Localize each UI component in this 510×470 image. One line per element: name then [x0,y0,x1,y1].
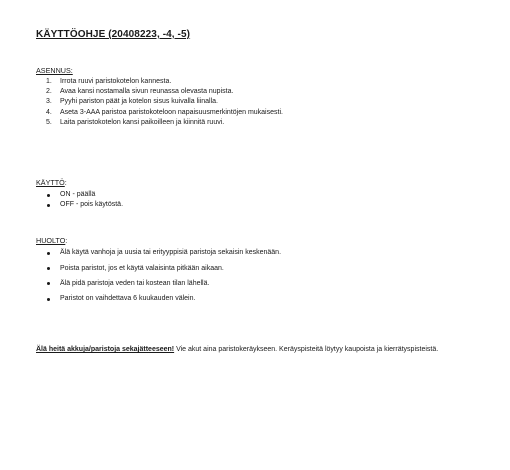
instruction-page [36,28,486,355]
list-item: Älä pidä paristoja veden tai kostean tilan lähellä. [36,279,486,289]
usage-list [36,190,486,210]
maintenance-section [36,236,486,304]
list-item: Poista paristot, jos et käytä valaisinta pitkään aikaan. [36,264,486,274]
list-item: OFF - pois käytöstä. [36,200,486,210]
bullet-icon [47,252,50,255]
list-item: Paristot on vaihdettava 6 kuukauden välein. [36,294,486,304]
document-title: KÄYTTÖOHJE (20408223, -4, -5) [36,29,191,40]
usage-heading: KÄYTTÖ: [36,178,67,188]
assembly-step: 1. Irrota ruuvi paristokotelon kannesta. [46,78,172,85]
usage-section [36,178,486,210]
bullet-icon [47,204,50,207]
assembly-step: 5. Laita paristokotelon kansi paikoilleen ja kiinnitä ruuvi. [46,118,225,126]
assembly-heading: ASENNUS: [36,66,73,75]
bullet-icon [47,194,50,197]
maintenance-heading: HUOLTO: [36,236,68,246]
bullet-icon [47,282,50,285]
assembly-steps [36,77,486,128]
disposal-text: Vie akut aina paristokeräykseen. Keräyspisteitä löytyy kaupoista ja kierrätyspisteistä. [174,346,439,354]
maintenance-list [36,248,486,304]
assembly-section [36,66,486,128]
list-item: Älä käytä vanhoja ja uusia tai erityyppisiä paristoja sekaisin keskenään. [36,248,486,258]
bullet-icon [47,267,50,270]
disposal-warning: Älä heitä akkuja/paristoja sekajätteeseen! [36,346,175,354]
list-item: ON - päällä [36,190,486,200]
assembly-step: 4. Aseta 3-AAA paristoa paristokoteloon napaisuusmerkintöjen mukaisesti. [46,108,283,116]
assembly-step: 3. Pyyhi pariston päät ja kotelon sisus kuivalla liinalla. [46,98,218,106]
bullet-icon [47,298,50,301]
disposal-notice [36,345,476,355]
assembly-step: 2. Avaa kansi nostamalla sivun reunassa olevasta nupista. [46,88,234,96]
